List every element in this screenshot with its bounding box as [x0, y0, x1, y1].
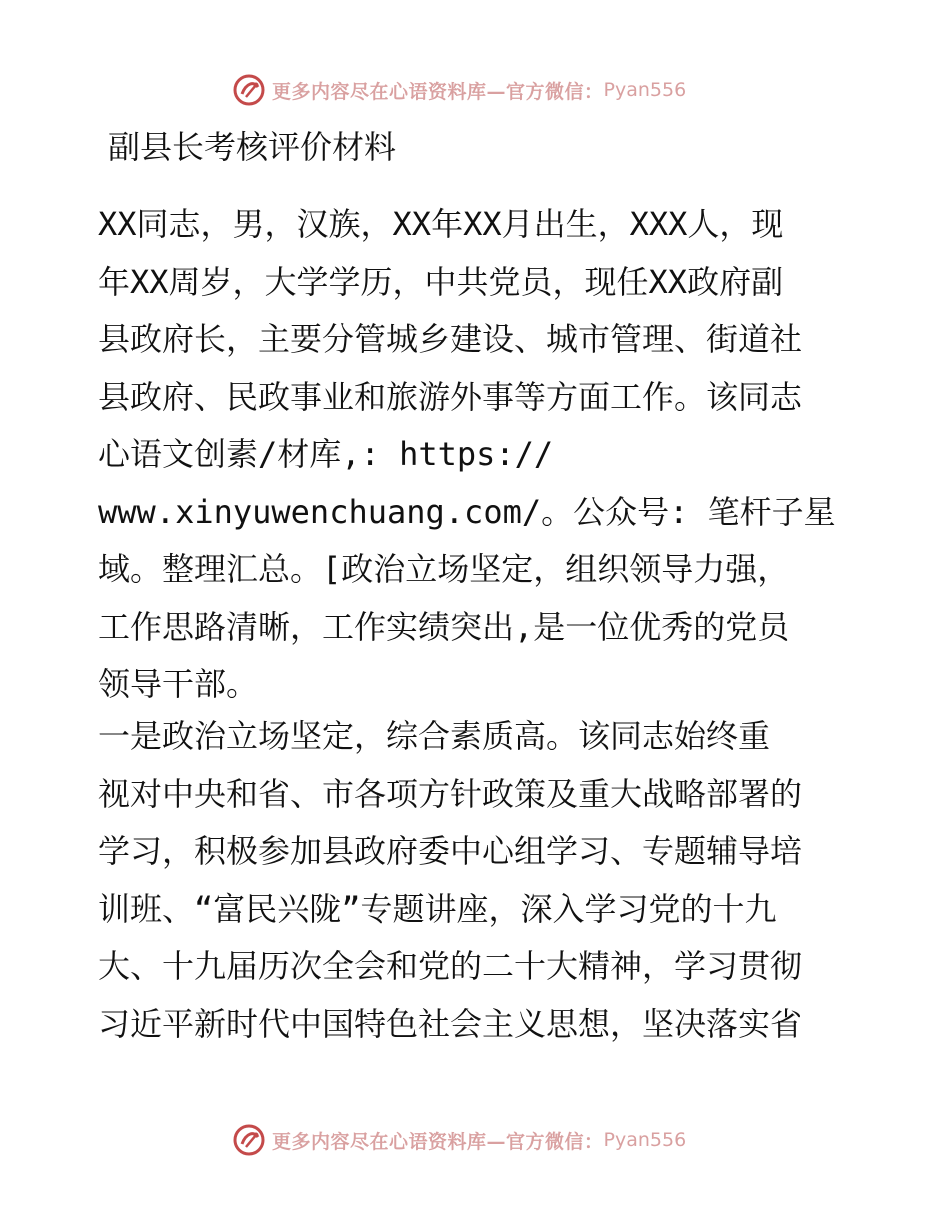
- banner-text: 更多内容尽在心语资料库—官方微信：: [272, 1130, 604, 1153]
- paragraph-line: 视对中央和省、市各项方针政策及重大战略部署的: [98, 774, 803, 813]
- paragraph-line: 域。整理汇总。[政治立场坚定，组织领导力强，: [98, 550, 790, 588]
- paragraph-line: 县政府长，主要分管城乡建设、城市管理、街道社: [98, 320, 803, 358]
- paragraph-line: www.xinyuwenchuang.com/。公众号: 笔杆子星: [98, 492, 836, 531]
- paragraph-line: 学习，积极参加县政府委中心组学习、专题辅导培: [98, 832, 803, 870]
- paragraph-line: 大、十九届历次全会和党的二十大精神，学习贯彻: [98, 947, 803, 985]
- paragraph-line: 一是政治立场坚定，综合素质高。该同志始终重: [98, 717, 771, 755]
- banner-wechat-id: Pyan556: [603, 79, 687, 101]
- banner-text: 更多内容尽在心语资料库—官方微信：: [272, 80, 604, 103]
- heart-swirl-logo-icon: [232, 1123, 266, 1157]
- paragraph-line: 心语文创素/材库,: https://: [98, 435, 554, 473]
- header-watermark-banner: [232, 70, 686, 110]
- paragraph-intro: [98, 196, 858, 714]
- paragraph-line: 年XX周岁，大学学历，中共党员，现任XX政府副: [98, 262, 784, 301]
- paragraph-line: 领导干部。: [98, 665, 259, 703]
- banner-wechat-id: Pyan556: [603, 1129, 687, 1151]
- heart-swirl-logo-icon: [232, 73, 266, 107]
- paragraph-line: 训班、“富民兴陇”专题讲座，深入学习党的十九: [98, 889, 777, 928]
- footer-watermark-banner: [232, 1120, 686, 1160]
- paragraph-line: XX同志，男，汉族，XX年XX月出生，XXX人，现: [98, 205, 784, 243]
- paragraph-line: 习近平新时代中国特色社会主义思想，坚决落实省: [98, 1004, 803, 1043]
- document-title: 副县长考核评价材料: [108, 128, 397, 166]
- paragraph-political-stance: [98, 708, 858, 1053]
- paragraph-line: 工作思路清晰，工作实绩突出,是一位优秀的党员: [98, 607, 790, 646]
- paragraph-line: 县政府、民政事业和旅游外事等方面工作。该同志: [98, 377, 803, 416]
